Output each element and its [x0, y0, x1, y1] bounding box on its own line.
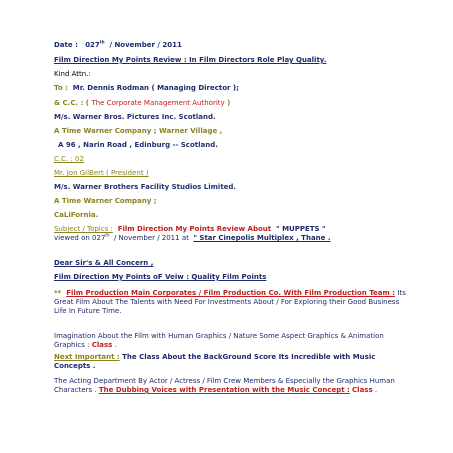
date-month-year: / November / 2011 [109, 41, 182, 49]
company-2: A Time Warner Company ; Warner Village , [54, 127, 223, 135]
viewed-suffix: th [105, 232, 110, 238]
state: CaLiFornia. [54, 211, 99, 219]
address-1: A 96 , Narin Road , Edinburg -- Scotland. [58, 141, 218, 149]
subject-topics-label: Subject / Topics : [54, 225, 113, 233]
para4-highlight: The Dubbing Voices with Presentation with the Music Concept : [98, 386, 350, 394]
company-4: A Time Warner Company ; [54, 197, 157, 205]
date-day: 027 [85, 41, 100, 49]
cc-line [54, 99, 406, 108]
para1-bullet: ** [54, 289, 62, 297]
company-1: M/s. Warner Bros. Pictures Inc. Scotland. [54, 113, 216, 121]
date-label: Date : [54, 41, 78, 49]
para1-text: Its Great Film About The Talents with Need For Investments About / For Exploring their Good Business Life In Future Time. [54, 289, 406, 315]
venue: " Star Cinepolis Multiplex , Thane . [193, 234, 331, 242]
para2-end: . [114, 341, 117, 349]
para2-tag: Class [91, 341, 113, 349]
heading-2: Film Direction My Points oF Veiw : Quality Film Points [54, 273, 267, 281]
subject-topics-tail: " MUPPETS " [275, 225, 326, 233]
viewed-date: / November / 2011 at [113, 234, 189, 242]
para1-lead: Film Production Main Corporates / Film Production Co. With Film Production Team : [66, 289, 396, 297]
to-line [54, 84, 406, 93]
salutation: Dear Sir's & All Concern , [54, 259, 154, 267]
para3-text: The Class About the BackGround Score Its Incredible with Music Concepts . [54, 353, 376, 370]
para2-text: Imagination About the Film with Human Graphics / Nature Some Aspect Graphics & Animation Graphics : [54, 332, 384, 349]
para4-text: The Acting Department By Actor / Actress / Film Crew Members & Especially the Graphics Human Characters . [54, 377, 395, 394]
paragraph-3 [54, 353, 406, 371]
cc-suffix: ) [227, 99, 231, 107]
company-3: M/s. Warner Brothers Facility Studios Limited. [54, 183, 237, 191]
viewed-prefix: viewed on 027 [54, 234, 106, 242]
cc-prefix: & C.C. : ( [54, 99, 90, 107]
to-name: Mr. Dennis Rodman ( Managing Director ); [72, 84, 239, 92]
person-2: Mr. Jon GilBert ( President ) [54, 169, 149, 177]
viewed-line [54, 234, 406, 243]
cc2-label: C.C. : 02 [54, 155, 84, 163]
para3-lead: Next Important : [54, 353, 120, 361]
date-line [54, 41, 406, 50]
cc-authority: The Corporate Management Authority [91, 99, 225, 107]
subject-line-1: Film Direction My Points Review : In Film Directors Role Play Quality. [54, 56, 327, 64]
paragraph-2 [54, 332, 406, 350]
paragraph-1 [54, 289, 406, 316]
to-prefix: To : [54, 84, 68, 92]
subject-topics-text: Film Direction My Points Review About [117, 225, 272, 233]
date-suffix: th [99, 39, 105, 45]
para4-tag: Class [352, 386, 373, 394]
paragraph-4 [54, 377, 406, 395]
para4-end: . [374, 386, 378, 394]
kind-attn: Kind Attn.: [54, 70, 91, 78]
